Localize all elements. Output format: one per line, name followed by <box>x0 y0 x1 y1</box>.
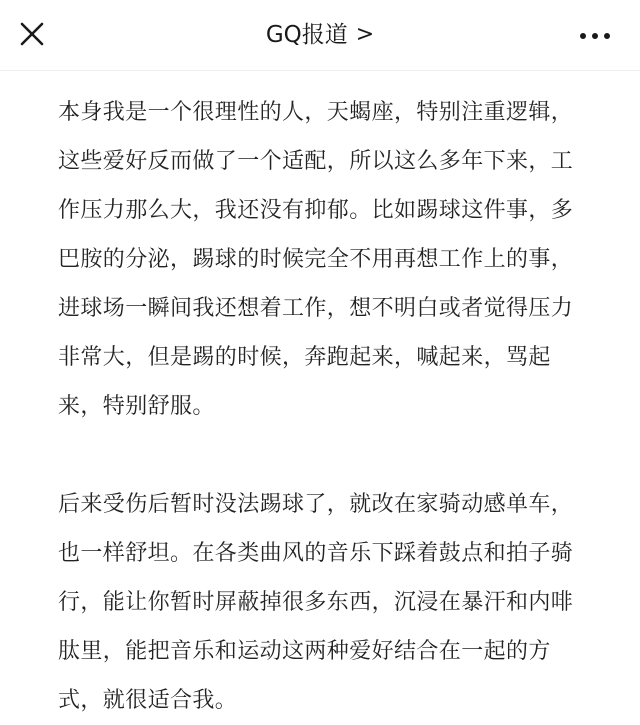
article-paragraph: 后来受伤后暂时没法踢球了，就改在家骑动感单车，也一样舒坦。在各类曲风的音乐下踩着鼓点和拍子骑行，能让你暂时屏蔽掉很多东西，沉浸在暴汗和内啡肽里，能把音乐和运动这两种爱好结合在一起的方式，就很适合我。 <box>58 492 574 713</box>
chevron-right-icon: > <box>355 22 375 47</box>
top-navigation-bar <box>0 0 640 71</box>
page-title: GQ报道 <box>265 22 348 48</box>
more-icon <box>580 33 586 39</box>
account-title-link[interactable] <box>0 17 640 54</box>
more-options-button[interactable] <box>580 33 614 41</box>
article-body <box>58 88 588 725</box>
paragraph-spacer <box>58 431 588 480</box>
article-paragraph: 本身我是一个很理性的人，天蝎座，特别注重逻辑，这些爱好反而做了一个适配，所以这么多年下来，工作压力那么大，我还没有抑郁。比如踢球这件事，多巴胺的分泌，踢球的时候完全不用再想工作上的事，进球场一瞬间我还想着工作，想不明白或者觉得压力非常大，但是踢的时候，奔跑起来，喊起来，骂起来，特别舒服。 <box>58 100 574 419</box>
